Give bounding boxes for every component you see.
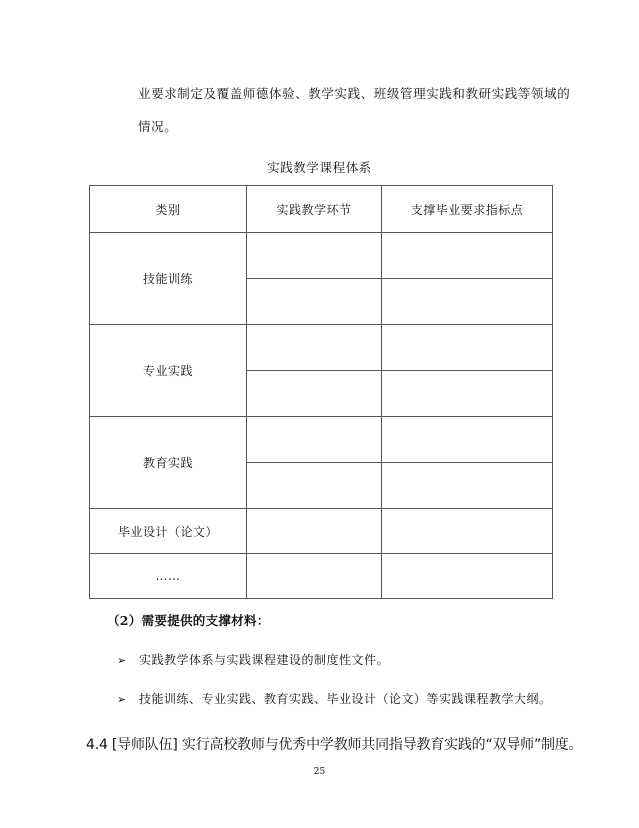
table-cell	[382, 509, 553, 554]
practice-curriculum-table	[89, 185, 553, 599]
category-education-practice: 教育实践	[90, 417, 247, 509]
list-item-text: 技能训练、专业实践、教育实践、毕业设计（论文）等实践课程教学大纲。	[139, 692, 552, 706]
paragraph-line-2: 情况。	[138, 119, 178, 134]
table-row	[90, 554, 553, 599]
list-item	[117, 651, 389, 668]
table-cell	[247, 417, 382, 463]
table-cell	[247, 509, 382, 554]
table-title: 实践教学课程体系	[267, 160, 372, 175]
table-row	[90, 417, 553, 463]
table-cell	[382, 554, 553, 599]
table-cell	[247, 371, 382, 417]
header-indicator: 支撑毕业要求指标点	[382, 186, 553, 233]
header-practice-step: 实践教学环节	[247, 186, 382, 233]
table-cell	[382, 371, 553, 417]
table-cell	[247, 554, 382, 599]
table-cell	[382, 417, 553, 463]
category-professional-practice: 专业实践	[90, 325, 247, 417]
category-ellipsis: ……	[90, 554, 247, 599]
table-row	[90, 509, 553, 554]
table-cell	[382, 279, 553, 325]
section-heading: 4.4 [导师队伍] 实行高校教师与优秀中学教师共同指导教育实践的“双导师”制度。	[86, 737, 583, 753]
table-cell	[247, 279, 382, 325]
arrow-bullet-icon: ➢	[117, 654, 127, 667]
header-category: 类别	[90, 186, 247, 233]
table-cell	[382, 325, 553, 371]
list-item	[117, 690, 552, 707]
table-cell	[382, 463, 553, 509]
table-header-row	[90, 186, 553, 233]
list-item-text: 实践教学体系与实践课程建设的制度性文件。	[139, 653, 390, 667]
arrow-bullet-icon: ➢	[117, 693, 127, 706]
table-cell	[247, 233, 382, 279]
page-number: 25	[313, 767, 326, 777]
table-row	[90, 233, 553, 279]
table-cell	[247, 325, 382, 371]
supporting-materials-heading: （2）需要提供的支撑材料：	[107, 613, 270, 628]
category-skills-training: 技能训练	[90, 233, 247, 325]
table-cell	[382, 233, 553, 279]
table-cell	[247, 463, 382, 509]
category-graduation-design: 毕业设计（论文）	[90, 509, 247, 554]
paragraph-line-1: 业要求制定及覆盖师德体验、教学实践、班级管理实践和教研实践等领域的	[138, 86, 571, 101]
table-row	[90, 325, 553, 371]
